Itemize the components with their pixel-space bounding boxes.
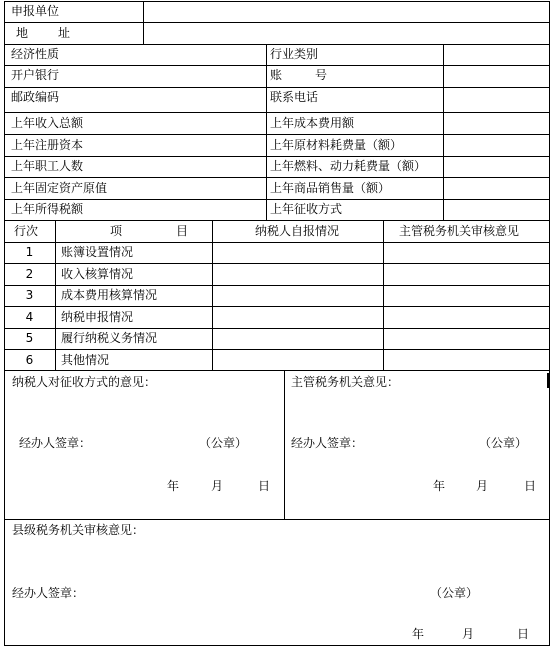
- label-capital: 上年注册资本: [11, 138, 84, 152]
- label-tax: 上年所得税额: [11, 202, 84, 216]
- row-item: 纳税申报情况: [61, 310, 134, 324]
- header-authority-review: 主管税务机关审核意见: [399, 224, 520, 238]
- rule: [4, 370, 550, 371]
- row-item: 收入核算情况: [61, 267, 134, 281]
- row-no: 3: [25, 288, 34, 302]
- rule: [4, 112, 550, 113]
- row-item: 其他情况: [61, 353, 110, 367]
- taxpayer-date-month: 月: [211, 479, 224, 493]
- rule: [212, 220, 213, 370]
- label-method: 上年征收方式: [270, 202, 343, 216]
- label-nature: 经济性质: [11, 47, 60, 61]
- label-address-a: 地: [16, 26, 29, 40]
- label-assets: 上年固定资产原值: [11, 181, 108, 195]
- rule: [4, 328, 550, 329]
- rule: [4, 22, 550, 23]
- rule: [4, 306, 550, 307]
- rule: [549, 1, 550, 646]
- label-staff: 上年职工人数: [11, 159, 84, 173]
- rule: [547, 373, 549, 388]
- taxpayer-opinion-title: 纳税人对征收方式的意见：: [12, 375, 157, 389]
- rule: [266, 44, 267, 220]
- label-phone: 联系电话: [270, 90, 319, 104]
- rule: [143, 1, 144, 44]
- header-item-a: 项: [110, 224, 123, 238]
- authority-date-month: 月: [476, 479, 489, 493]
- taxpayer-signer-label: 经办人签章：: [19, 436, 92, 450]
- authority-opinion-title: 主管税务机关意见：: [291, 375, 400, 389]
- rule: [4, 285, 550, 286]
- label-fuel: 上年燃料、动力耗费量（额）: [270, 159, 427, 173]
- label-address-b: 址: [58, 26, 71, 40]
- label-cost: 上年成本费用额: [270, 116, 355, 130]
- taxpayer-date-day: 日: [258, 479, 271, 493]
- row-no: 2: [25, 267, 34, 281]
- rule: [4, 220, 550, 221]
- rule: [4, 263, 550, 264]
- taxpayer-seal: （公章）: [199, 436, 248, 450]
- authority-date-day: 日: [524, 479, 537, 493]
- row-no: 4: [25, 310, 34, 324]
- rule: [4, 1, 550, 2]
- rule: [4, 44, 550, 45]
- label-unit: 申报单位: [11, 4, 60, 18]
- label-income: 上年收入总额: [11, 116, 84, 130]
- taxpayer-date-year: 年: [167, 479, 180, 493]
- label-account-b: 号: [315, 68, 328, 82]
- label-industry: 行业类别: [270, 47, 319, 61]
- header-self-report: 纳税人自报情况: [255, 224, 340, 238]
- label-account-a: 账: [270, 68, 283, 82]
- row-no: 1: [25, 245, 34, 259]
- row-item: 账簿设置情况: [61, 245, 134, 259]
- row-no: 5: [25, 331, 34, 345]
- label-postcode: 邮政编码: [11, 90, 60, 104]
- row-no: 6: [25, 353, 34, 367]
- rule: [55, 220, 56, 370]
- rule: [4, 65, 550, 66]
- rule: [4, 134, 550, 135]
- county-signer-label: 经办人签章：: [12, 586, 85, 600]
- rule: [4, 87, 550, 88]
- rule: [4, 177, 550, 178]
- header-row-no: 行次: [14, 224, 39, 238]
- authority-signer-label: 经办人签章：: [291, 436, 364, 450]
- rule: [383, 220, 384, 370]
- rule: [443, 44, 444, 220]
- authority-date-year: 年: [433, 479, 446, 493]
- county-date-month: 月: [462, 627, 475, 641]
- rule: [284, 370, 285, 519]
- header-item-b: 目: [176, 224, 189, 238]
- county-seal: （公章）: [430, 586, 479, 600]
- county-review-title: 县级税务机关审核意见：: [12, 523, 145, 537]
- row-item: 履行纳税义务情况: [61, 331, 158, 345]
- authority-seal: （公章）: [479, 436, 528, 450]
- rule: [4, 519, 550, 520]
- county-date-day: 日: [517, 627, 530, 641]
- rule: [4, 199, 550, 200]
- county-date-year: 年: [412, 627, 425, 641]
- rule: [4, 349, 550, 350]
- rule: [4, 645, 550, 646]
- label-bank: 开户银行: [11, 68, 60, 82]
- rule: [4, 242, 550, 243]
- label-sales: 上年商品销售量（额）: [270, 181, 391, 195]
- rule: [4, 156, 550, 157]
- label-material: 上年原材料耗费量（额）: [270, 138, 403, 152]
- row-item: 成本费用核算情况: [61, 288, 158, 302]
